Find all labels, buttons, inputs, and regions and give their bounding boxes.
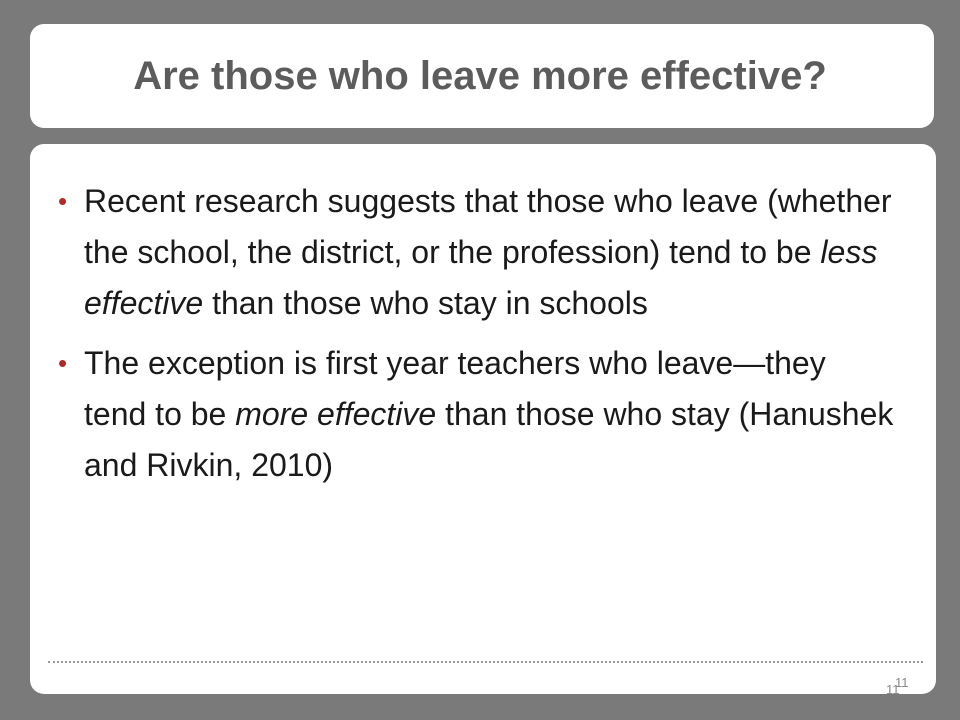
slide-title: Are those who leave more effective? <box>133 54 827 98</box>
bullet-item-research <box>56 176 896 329</box>
page-number-duplicate: 11 <box>886 682 900 697</box>
bullet-emphasis: more effective <box>235 396 437 432</box>
bullet-text: than those who stay (Hanushek and Rivkin, 2010) <box>84 396 894 483</box>
page-number: 11 <box>895 675 909 690</box>
footer-divider <box>48 661 923 663</box>
bullet-dot-icon: • <box>58 186 68 216</box>
bullet-list <box>56 176 896 500</box>
bullet-text: The exception is first year teachers who leave—they tend to be <box>84 345 826 432</box>
bullet-text: Recent research suggests that those who leave (whether the school, the district, or the profession) tend to be <box>84 183 892 270</box>
bullet-dot-icon: • <box>58 348 68 378</box>
bullet-item-exception <box>56 338 896 491</box>
bullet-text: than those who stay in schools <box>203 285 648 321</box>
bullet-emphasis: less effective <box>84 234 878 321</box>
